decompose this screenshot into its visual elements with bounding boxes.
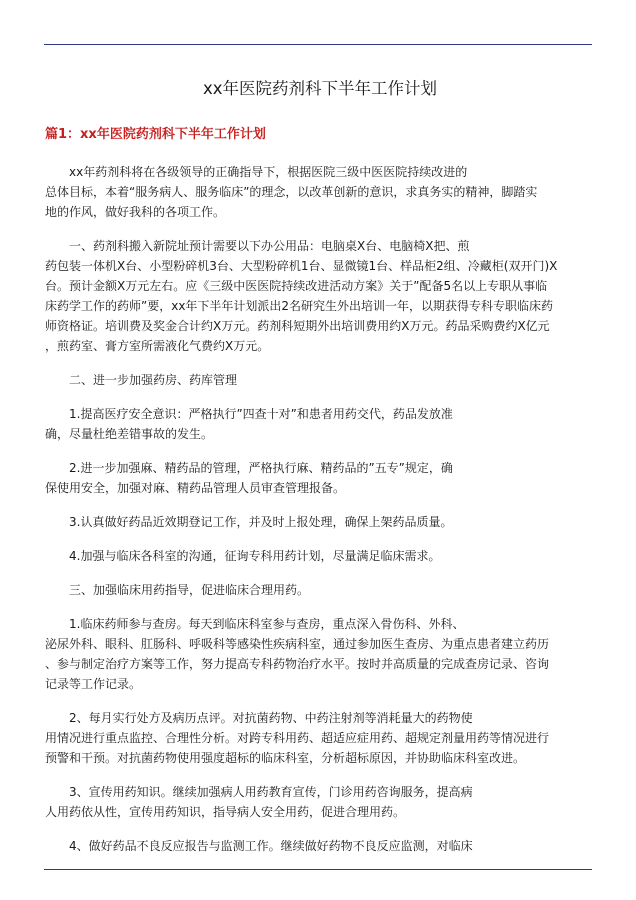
paragraph-line: 总体目标，本着“服务病人、服务临床”的理念，以改革创新的意识，求真务实的精神，脚踏实 (45, 185, 538, 199)
paragraph (45, 580, 595, 600)
paragraph-line: 3.认真做好药品近效期登记工作，并及时上报处理，确保上架药品质量。 (69, 515, 453, 529)
paragraph (45, 512, 595, 532)
paragraph-line: 记录等工作记录。 (45, 677, 142, 691)
paragraph-line: 泌尿外科、眼科、肛肠科、呼吸科等感染性疾病科室，通过参加医生查房、为重点患者建立药历 (45, 637, 550, 651)
paragraph-line: 台。预计金额X万元左右。应《三级中医医院持续改进活动方案》关于”配备5名以上专职从事临 (45, 279, 548, 293)
section-title: 篇1：xx年医院药剂科下半年工作计划 (45, 127, 266, 142)
paragraph-line: 2.进一步加强麻、精药品的管理，严格执行麻、精药品的”五专”规定，确 (69, 461, 453, 475)
paragraph (45, 370, 595, 390)
paragraph-line: 3、宣传用药知识。继续加强病人用药教育宣传，门诊用药咨询服务，提高病 (69, 785, 473, 799)
paragraph-line: ，煎药室、膏方室所需液化气费约X万元。 (45, 339, 270, 353)
paragraph (45, 458, 595, 498)
paragraph-line: 一、药剂科搬入新院址预计需要以下办公用品：电脑桌X台、电脑椅X把、煎 (69, 239, 470, 253)
document-body (45, 78, 595, 856)
paragraph (45, 782, 595, 822)
paragraph (45, 836, 595, 856)
paragraph-line: 、参与制定治疗方案等工作，努力提高专科药物治疗水平。按时并高质量的完成查房记录、咨询 (45, 657, 550, 671)
paragraph-line: 预警和干预。对抗菌药物使用强度超标的临床科室，分析超标原因，并协助临床科室改进。 (45, 751, 526, 765)
paragraph-line: 4、做好药品不良反应报告与监测工作。继续做好药物不良反应监测，对临床 (69, 839, 473, 853)
paragraph (45, 546, 595, 566)
paragraph-line: 1.提高医疗安全意识：严格执行”四查十对”和患者用药交代，药品发放准 (69, 407, 453, 421)
paragraph (45, 614, 595, 694)
paragraph-line: 人用药依从性，宣传用药知识，指导病人安全用药，促进合理用药。 (45, 805, 406, 819)
paragraph-line: 1.临床药师参与查房。每天到临床科室参与查房，重点深入骨伤科、外科、 (69, 617, 465, 631)
paragraph-line: 床药学工作的药师”要，xx年下半年计划派出2名研究生外出培训一年，以期获得专科专职临床药 (45, 299, 554, 313)
paragraph (45, 162, 595, 222)
paragraph-line: xx年药剂科将在各级领导的正确指导下，根据医院三级中医医院持续改进的 (69, 165, 468, 179)
paragraph-line: 药包装一体机X台、小型粉碎机3台、大型粉碎机1台、显微镜1台、样品柜2组、冷藏柜(双开门)X (45, 259, 558, 273)
paragraph-line: 4.加强与临床各科室的沟通，征询专科用药计划，尽量满足临床需求。 (69, 549, 441, 563)
paragraph (45, 708, 595, 768)
paragraph-line: 用情况进行重点监控、合理性分析。对跨专科用药、超适应症用药、超规定剂量用药等情况进行 (45, 731, 550, 745)
paragraph-list (45, 162, 595, 856)
paragraph (45, 404, 595, 444)
paragraph-line: 确，尽量杜绝差错事故的发生。 (45, 427, 214, 441)
header-rule (44, 44, 592, 45)
paragraph-line: 地的作风，做好我科的各项工作。 (45, 205, 226, 219)
paragraph-line: 二、进一步加强药房、药库管理 (69, 373, 238, 387)
paragraph-line: 师资格证。培训费及奖金合计约X万元。药剂科短期外出培训费用约X万元。药品采购费约X亿元 (45, 319, 550, 333)
document-title: xx年医院药剂科下半年工作计划 (202, 79, 438, 98)
paragraph-line: 保使用安全，加强对麻、精药品管理人员审查管理报备。 (45, 481, 346, 495)
paragraph-line: 三、加强临床用药指导，促进临床合理用药。 (69, 583, 310, 597)
paragraph-line: 2、每月实行处方及病历点评。对抗菌药物、中药注射剂等消耗量大的药物使 (69, 711, 473, 725)
footer-rule (44, 869, 592, 870)
paragraph (45, 236, 595, 356)
